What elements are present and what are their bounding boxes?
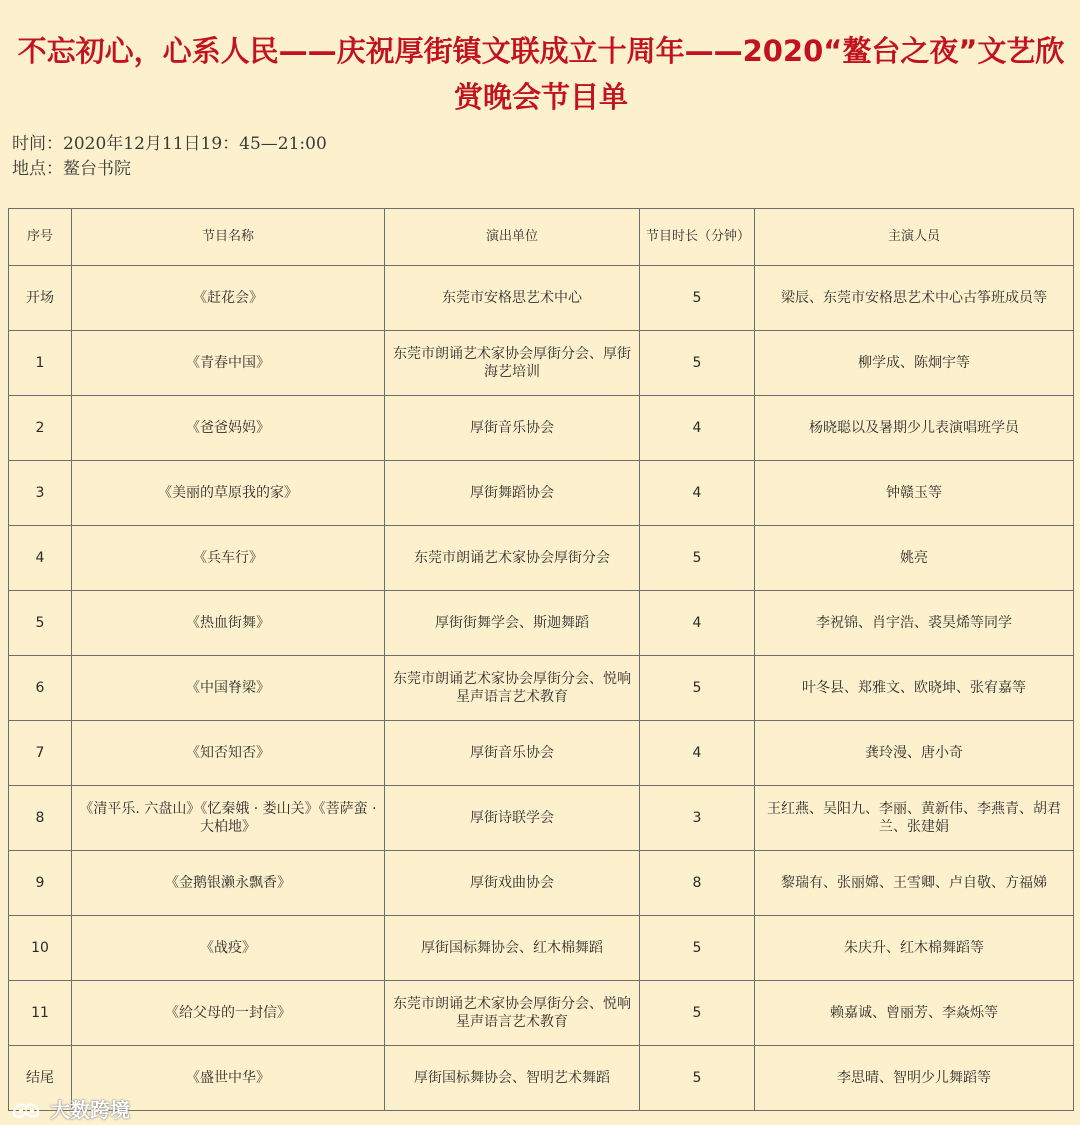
cell-performers: 黎瑞有、张丽嫦、王雪卿、卢自敬、方福娣 bbox=[755, 851, 1074, 916]
cell-row-number: 6 bbox=[9, 656, 72, 721]
table-row bbox=[9, 266, 1074, 331]
cell-duration: 3 bbox=[640, 786, 755, 851]
cell-row-number: 4 bbox=[9, 526, 72, 591]
cell-program-name: 《美丽的草原我的家》 bbox=[72, 461, 385, 526]
cell-performers: 王红燕、吴阳九、李丽、黄新伟、李燕青、胡君兰、张建娟 bbox=[755, 786, 1074, 851]
cell-performing-unit: 东莞市安格思艺术中心 bbox=[385, 266, 640, 331]
cell-program-name: 《中国脊梁》 bbox=[72, 656, 385, 721]
cell-program-name: 《金鹅银濑永飘香》 bbox=[72, 851, 385, 916]
cell-performing-unit: 厚街街舞学会、斯迦舞蹈 bbox=[385, 591, 640, 656]
cell-performing-unit: 厚街音乐协会 bbox=[385, 721, 640, 786]
cell-program-name: 《给父母的一封信》 bbox=[72, 981, 385, 1046]
cell-program-name: 《赶花会》 bbox=[72, 266, 385, 331]
cell-performers: 姚亮 bbox=[755, 526, 1074, 591]
cell-duration: 5 bbox=[640, 331, 755, 396]
cell-performers: 龚玲漫、唐小奇 bbox=[755, 721, 1074, 786]
table-row bbox=[9, 851, 1074, 916]
watermark-text: 大数跨境 bbox=[50, 1098, 130, 1122]
cell-program-name: 《盛世中华》 bbox=[72, 1046, 385, 1111]
column-header-name: 节目名称 bbox=[72, 209, 385, 266]
cell-row-number: 开场 bbox=[9, 266, 72, 331]
cell-program-name: 《清平乐. 六盘山》《忆秦娥 · 娄山关》《菩萨蛮 · 大柏地》 bbox=[72, 786, 385, 851]
table-row bbox=[9, 656, 1074, 721]
column-header-no: 序号 bbox=[9, 209, 72, 266]
column-header-duration: 节目时长（分钟） bbox=[640, 209, 755, 266]
cell-duration: 4 bbox=[640, 396, 755, 461]
table-row bbox=[9, 591, 1074, 656]
cell-duration: 5 bbox=[640, 916, 755, 981]
cell-row-number: 7 bbox=[9, 721, 72, 786]
table-row bbox=[9, 331, 1074, 396]
cell-performing-unit: 东莞市朗诵艺术家协会厚街分会、厚街海艺培训 bbox=[385, 331, 640, 396]
watermark-logo-icon bbox=[10, 1098, 44, 1120]
cell-program-name: 《战疫》 bbox=[72, 916, 385, 981]
table-row bbox=[9, 461, 1074, 526]
cell-row-number: 2 bbox=[9, 396, 72, 461]
cell-performing-unit: 厚街诗联学会 bbox=[385, 786, 640, 851]
cell-performing-unit: 东莞市朗诵艺术家协会厚街分会、悦响星声语言艺术教育 bbox=[385, 981, 640, 1046]
cell-duration: 8 bbox=[640, 851, 755, 916]
table-row bbox=[9, 786, 1074, 851]
program-table bbox=[8, 208, 1074, 1111]
cell-performing-unit: 厚街戏曲协会 bbox=[385, 851, 640, 916]
cell-row-number: 3 bbox=[9, 461, 72, 526]
cell-performers: 李思晴、智明少儿舞蹈等 bbox=[755, 1046, 1074, 1111]
table-row bbox=[9, 1046, 1074, 1111]
cell-program-name: 《兵车行》 bbox=[72, 526, 385, 591]
cell-duration: 4 bbox=[640, 591, 755, 656]
cell-performers: 梁辰、东莞市安格思艺术中心古筝班成员等 bbox=[755, 266, 1074, 331]
cell-program-name: 《热血街舞》 bbox=[72, 591, 385, 656]
cell-row-number: 8 bbox=[9, 786, 72, 851]
table-row bbox=[9, 526, 1074, 591]
cell-program-name: 《爸爸妈妈》 bbox=[72, 396, 385, 461]
cell-performers: 赖嘉诚、曾丽芳、李焱烁等 bbox=[755, 981, 1074, 1046]
cell-performers: 柳学成、陈炯宇等 bbox=[755, 331, 1074, 396]
cell-duration: 5 bbox=[640, 1046, 755, 1111]
cell-performing-unit: 东莞市朗诵艺术家协会厚街分会 bbox=[385, 526, 640, 591]
cell-row-number: 5 bbox=[9, 591, 72, 656]
cell-performing-unit: 厚街舞蹈协会 bbox=[385, 461, 640, 526]
column-header-performers: 主演人员 bbox=[755, 209, 1074, 266]
cell-performers: 李祝锦、肖宇浩、裘昊烯等同学 bbox=[755, 591, 1074, 656]
cell-row-number: 11 bbox=[9, 981, 72, 1046]
cell-duration: 5 bbox=[640, 526, 755, 591]
column-header-unit: 演出单位 bbox=[385, 209, 640, 266]
cell-program-name: 《青春中国》 bbox=[72, 331, 385, 396]
table-body bbox=[9, 266, 1074, 1111]
cell-performing-unit: 东莞市朗诵艺术家协会厚街分会、悦响星声语言艺术教育 bbox=[385, 656, 640, 721]
cell-program-name: 《知否知否》 bbox=[72, 721, 385, 786]
cell-performing-unit: 厚街国标舞协会、智明艺术舞蹈 bbox=[385, 1046, 640, 1111]
cell-performers: 杨晓聪以及暑期少儿表演唱班学员 bbox=[755, 396, 1074, 461]
cell-row-number: 结尾 bbox=[9, 1046, 72, 1111]
table-row bbox=[9, 916, 1074, 981]
page-title: 不忘初心，心系人民——庆祝厚街镇文联成立十周年——2020“鳌台之夜”文艺欣赏晚会节目单 bbox=[17, 34, 1065, 114]
cell-duration: 5 bbox=[640, 981, 755, 1046]
event-place: 地点：鳌台书院 bbox=[12, 159, 131, 179]
table-row bbox=[9, 981, 1074, 1046]
cell-performers: 朱庆升、红木棉舞蹈等 bbox=[755, 916, 1074, 981]
table-row bbox=[9, 396, 1074, 461]
cell-row-number: 10 bbox=[9, 916, 72, 981]
cell-duration: 5 bbox=[640, 266, 755, 331]
event-time: 时间：2020年12月11日19：45—21:00 bbox=[12, 134, 327, 154]
cell-duration: 5 bbox=[640, 656, 755, 721]
watermark bbox=[10, 1094, 130, 1123]
cell-row-number: 9 bbox=[9, 851, 72, 916]
cell-duration: 4 bbox=[640, 461, 755, 526]
table-header-row bbox=[9, 209, 1074, 266]
cell-row-number: 1 bbox=[9, 331, 72, 396]
cell-performers: 叶冬县、郑雅文、欧晓坤、张宥嘉等 bbox=[755, 656, 1074, 721]
cell-performers: 钟赣玉等 bbox=[755, 461, 1074, 526]
cell-performing-unit: 厚街音乐协会 bbox=[385, 396, 640, 461]
table-row bbox=[9, 721, 1074, 786]
cell-duration: 4 bbox=[640, 721, 755, 786]
cell-performing-unit: 厚街国标舞协会、红木棉舞蹈 bbox=[385, 916, 640, 981]
